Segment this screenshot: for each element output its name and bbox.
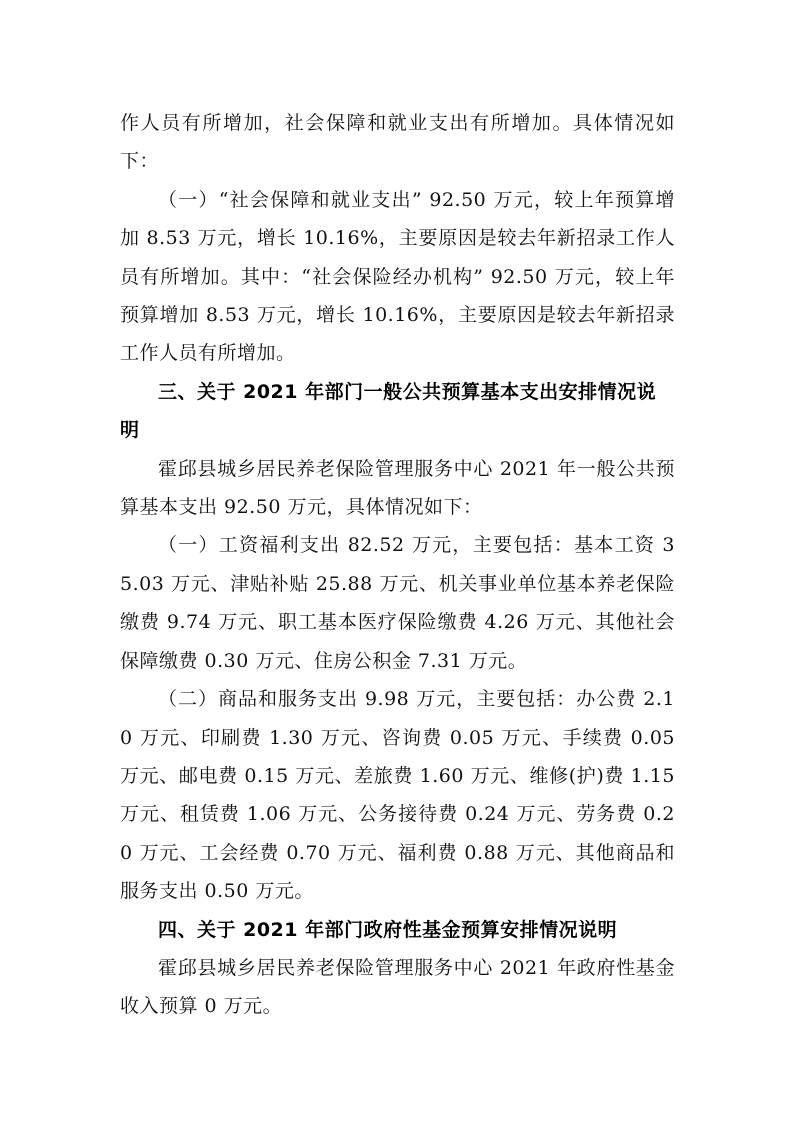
- paragraph-wage-welfare-expenditure: （一）工资福利支出 82.52 万元，主要包括：基本工资 35.03 万元、津贴补贴 25.88 万元、机关事业单位基本养老保险缴费 9.74 万元、职工基本医疗保险缴费 4.26 万元、其他社会保障缴费 0.30 万元、住房公积金 7.31 万元。: [120, 534, 675, 672]
- document-body: [120, 104, 675, 1026]
- paragraph-government-fund-summary: 霍邱县城乡居民养老保险管理服务中心 2021 年政府性基金收入预算 0 万元。: [120, 956, 675, 1018]
- paragraph-intro-continuation: 作人员有所增加，社会保障和就业支出有所增加。具体情况如下：: [120, 112, 675, 173]
- section-heading-basic-expenditure: 三、关于 2021 年部门一般公共预算基本支出安排情况说明: [120, 380, 657, 442]
- paragraph-basic-expenditure-summary: 霍邱县城乡居民养老保险管理服务中心 2021 年一般公共预算基本支出 92.50 万元，具体情况如下：: [120, 457, 675, 519]
- paragraph-goods-services-expenditure: （二）商品和服务支出 9.98 万元，主要包括：办公费 2.10 万元、印刷费 1.30 万元、咨询费 0.05 万元、手续费 0.05 万元、邮电费 0.15 万元、差旅费 1.60 万元、维修(护)费 1.15 万元、租赁费 1.06 万元、公务接待费 0.24 万元、劳务费 0.20 万元、工会经费 0.70 万元、福利费 0.88 万元、其他商品和服务支出 0.50 万元。: [120, 688, 675, 903]
- paragraph-social-security-expenditure: （一）“社会保障和就业支出” 92.50 万元，较上年预算增加 8.53 万元，增长 10.16%，主要原因是较去年新招录工作人员有所增加。其中：“社会保险经办机构” 92.50 万元，较上年预算增加 8.53 万元，增长 10.16%，主要原因是较去年新招录工作人员有所增加。: [120, 188, 675, 365]
- section-heading-government-fund: 四、关于 2021 年部门政府性基金预算安排情况说明: [158, 918, 618, 941]
